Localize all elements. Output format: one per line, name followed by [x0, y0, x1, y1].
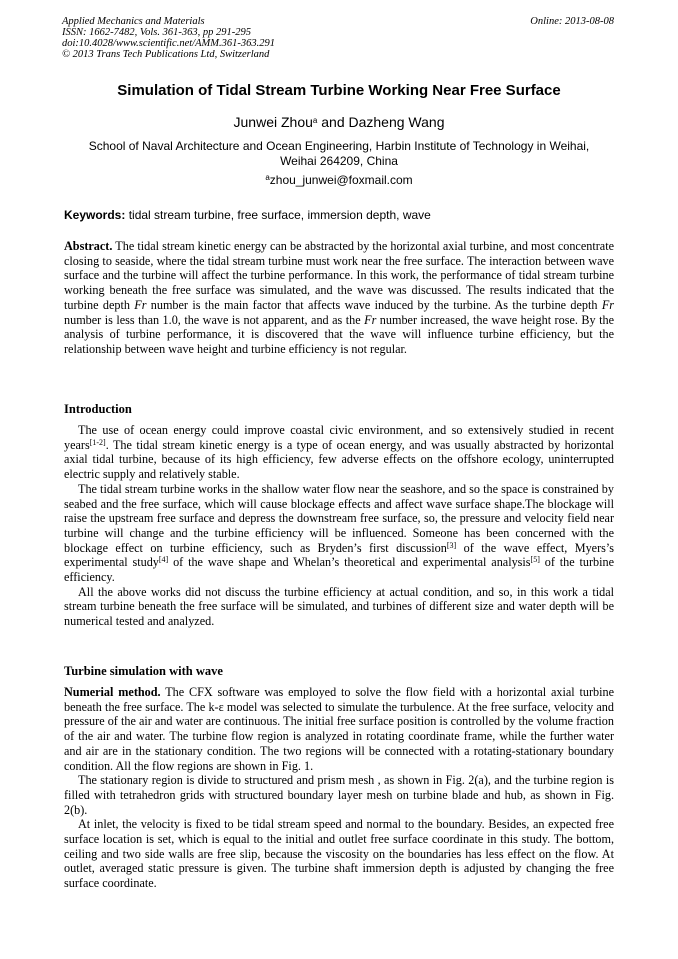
email-line: [0, 173, 678, 187]
abstract-text-2: number is the main factor that affects wave induced by the turbine. As the turbine depth: [146, 297, 602, 312]
sim-paragraph-3: At inlet, the velocity is fixed to be tidal stream speed and normal to the boundary. Besides, an expected free surface location is set, which is equal to the initial and outlet free surface coordinate in this study. The bottom, ceiling and two side walls are free slip, because the viscosity on the boundaries has less effect on the flow. At outlet, averaged static pressure is given. The turbine shaft immersion depth is adjusted by changing the free surface coordinate.: [64, 817, 614, 891]
issn-line: ISSN: 1662-7482, Vols. 361-363, pp 291-295: [62, 27, 251, 38]
intro-p2-text-c: of the wave shape and Whelan’s theoretical and experimental analysis: [168, 555, 531, 570]
keywords: [64, 208, 431, 222]
abstract-text-3: number is less than 1.0, the wave is not apparent, and as the: [64, 312, 365, 327]
affiliation: School of Naval Architecture and Ocean Engineering, Harbin Institute of Technology in Weihai, Weihai 264209, China: [88, 139, 590, 168]
citation-ref: [1-2]: [89, 437, 106, 447]
abstract-text-4: number increased, the wave height rose. By the analysis of turbine performance, it is discovered that the wave will influence turbine efficiency, but the relationship between wave height and turbine efficiency is not regular.: [64, 312, 614, 356]
simulation-body: [64, 685, 614, 891]
sim-paragraph-2: The stationary region is divide to structured and prism mesh , as shown in Fig. 2(a), and the turbine region is filled with tetrahedron grids with structured boundary layer mesh on turbine blade and hub, as shown in Fig. 2(b).: [64, 773, 614, 817]
doi-line: doi:10.4028/www.scientific.net/AMM.361-363.291: [62, 38, 275, 49]
abstract-label: Abstract.: [64, 239, 113, 253]
paper-title: Simulation of Tidal Stream Turbine Working Near Free Surface: [117, 82, 561, 99]
author-email: zhou_junwei@foxmail.com: [269, 173, 413, 187]
intro-p1-text-b: . The tidal stream kinetic energy is a type of ocean energy, and was usually abstracted by horizontal axial tidal turbine, because of its high efficiency, few adverse effects on the offshore ecology, uninterrupted electric supply and relatively stable.: [64, 437, 614, 482]
online-date: Online: 2013-08-08: [530, 16, 614, 27]
introduction-body: [64, 423, 614, 629]
intro-p2-text-a: The tidal stream turbine works in the shallow water flow near the seashore, and so the space is constrained by seabed and the free surface, which will cause blockage effects and affect wave surface shape.The blockage will raise the upstream free surface and depress the downstream free surface, so, the pressure and velocity field near turbine will change and the turbine efficiency will be influenced. Someone has been concerned with the blockage effect on turbine efficiency, such as Bryden’s first discussion: [64, 481, 614, 555]
froude-symbol: Fr: [601, 297, 614, 312]
intro-p1-text-a: The use of ocean energy could improve coastal civic environment, and so extensively studied in recent years: [64, 423, 614, 452]
citation-ref: [5]: [530, 555, 540, 565]
introduction-heading: Introduction: [64, 402, 132, 416]
intro-paragraph-2: [64, 482, 614, 585]
simulation-heading: Turbine simulation with wave: [64, 664, 223, 678]
froude-symbol: Fr: [134, 297, 147, 312]
abstract-paragraph: [64, 239, 614, 357]
froude-symbol: Fr: [364, 312, 377, 327]
abstract: [64, 239, 614, 357]
intro-p2-text-b: of the wave effect, Myers’s experimental study: [64, 540, 615, 570]
citation-ref: [4]: [158, 555, 169, 565]
keywords-text: tidal stream turbine, free surface, immersion depth, wave: [125, 208, 431, 222]
email-sup: a: [265, 173, 270, 182]
author-line: [0, 114, 678, 130]
numerial-method-label: Numerial method.: [64, 685, 161, 699]
author-2: Dazheng Wang: [348, 114, 445, 130]
author-1-sup: a: [312, 116, 318, 125]
citation-ref: [3]: [446, 540, 457, 550]
sim-p1-text: The CFX software was employed to solve the flow field with a horizontal axial turbine beneath the free surface. The k-ε model was selected to simulate the turbulence. At the free surface, velocity and pressure of the air and water are continuous. The initial free surface position is controlled by the volume fraction of the air and water. The turbine flow region is analyzed in rotating coordinate frame, while the further water and air are in the stationary condition. The two regions will be connected with a rotating-stationary boundary condition. All the flow regions are shown in Fig. 1.: [64, 685, 615, 773]
journal-header: [62, 16, 275, 60]
intro-paragraph-1: [64, 423, 614, 482]
intro-paragraph-3: All the above works did not discuss the turbine efficiency at actual condition, and so, in this work a tidal stream turbine beneath the free surface will be simulated, and turbines of different size and water depth will be numerical tested and analyzed.: [64, 584, 614, 629]
copyright-line: © 2013 Trans Tech Publications Ltd, Switzerland: [62, 49, 270, 60]
abstract-text-1: The tidal stream kinetic energy can be abstracted by the horizontal axial turbine, and most concentrate closing to seaside, where the tidal stream turbine must work near the free surface. The interaction between wave surface and the turbine will affect the turbine performance. In this work, the performance of tidal stream turbine working beneath the free surface was simulated, and the wave was discussed. The results indicated that the turbine depth: [64, 239, 614, 312]
keywords-label: Keywords:: [64, 208, 126, 222]
sim-paragraph-1: [64, 685, 614, 773]
author-1: Junwei Zhou: [233, 114, 313, 130]
journal-name: Applied Mechanics and Materials: [62, 16, 205, 27]
intro-p2-text-d: of the turbine efficiency.: [64, 555, 614, 585]
author-separator: and: [317, 114, 349, 130]
